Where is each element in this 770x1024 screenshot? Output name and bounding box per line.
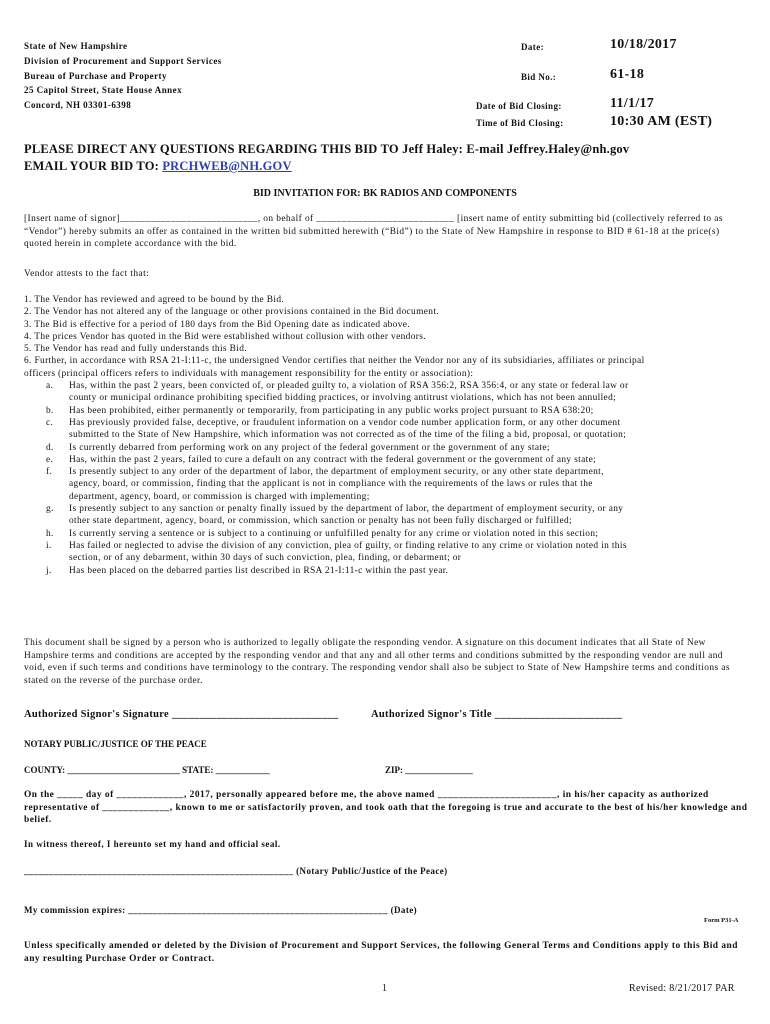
email-bid-prefix: EMAIL YOUR BID TO: (24, 159, 163, 173)
closing-time-value: 10:30 AM (EST) (610, 114, 713, 129)
general-terms-note: Unless specifically amended or deleted by the Division of Procurement and Support Services, the following General Terms and Conditions apply to this Bid and any resulting Purchase Order or Contract. (24, 941, 738, 964)
subitem-d: d. Is currently debarred from performing work on any project of the federal government or the government of any state; (46, 442, 550, 453)
attestation-6-line-2: officers (principal officers refers to individuals with management responsibility for the entity or association): (24, 368, 474, 379)
email-bid-line (24, 159, 292, 174)
page-number: 1 (382, 983, 388, 994)
questions-contact: PLEASE DIRECT ANY QUESTIONS REGARDING THIS BID TO Jeff Haley: E-mail Jeffrey.Haley@nh.gov (24, 142, 630, 156)
form-number: Form P31-A (704, 917, 739, 924)
date-label: Date: (521, 42, 544, 52)
subitem-i: i. Has failed or neglected to advise the division of any conviction, plea of guilty, or finding relative to any crime or violation noted in this section, or of any debarment, within 30 days of such conviction, plea, finding, or debarment; or (46, 540, 627, 564)
agency-line-2: Division of Procurement and Support Services (24, 56, 222, 66)
attestation-1: 1. The Vendor has reviewed and agreed to be bound by the Bid. (24, 295, 285, 305)
attests-intro: Vendor attests to the fact that: (24, 269, 150, 279)
date-value: 10/18/2017 (610, 37, 677, 52)
bid-no-label: Bid No.: (521, 72, 557, 82)
bid-title: BID INVITATION FOR: BK RADIOS AND COMPONENTS (253, 188, 517, 199)
notary-heading: NOTARY PUBLIC/JUSTICE OF THE PEACE (24, 739, 207, 749)
signor-signature-line[interactable]: Authorized Signor's Signature ______________________________ (24, 709, 339, 720)
appearance-statement: On the _____ day of _____________, 2017, personally appeared before me, the above named _______________________, in his/her capacity as authorized representative of _____________, known to me or satisfactorily proven, and took oath that the foregoing is true and accurate to the best of his/her knowledge and belief. (24, 790, 748, 825)
attestation-3: 3. The Bid is effective for a period of 180 days from the Bid Opening date as indicated above. (24, 319, 410, 330)
subitem-j: j. Has been placed on the debarred parties list described in RSA 21-I:11-c within the past year. (46, 565, 449, 576)
agency-line-5: Concord, NH 03301-6398 (24, 100, 132, 110)
email-bid-link[interactable]: PRCHWEB@NH.GOV (162, 159, 292, 173)
intro-paragraph: [Insert name of signor]___________________________, on behalf of ___________________________ [insert name of entity submitting bid (collectively referred to as “Vendor”) hereby submits an offer as contained in the written bid submitted herewith (“Bid”) to the State of New Hampshire in response to BID # 61-18 at the price(s) quoted herein in complete accordance with the bid. (24, 214, 723, 249)
subitem-g: g. Is presently subject to any sanction or penalty finally issued by the department of labor, the department of employment security, or any other state department, agency, board, or commission, which sanction or penalty has not been fully discharged or fulfilled; (46, 504, 624, 527)
zip-line[interactable]: ZIP: _______________ (385, 765, 473, 775)
commission-expires-line[interactable]: My commission expires: _____________________________________________________ (Date) (24, 905, 418, 915)
closing-date-value: 11/1/17 (610, 96, 655, 111)
signor-title-line[interactable]: Authorized Signor's Title _______________________ (371, 709, 623, 720)
witness-statement: In witness thereof, I hereunto set my hand and official seal. (24, 839, 281, 849)
attestation-2: 2. The Vendor has not altered any of the language or other provisions contained in the Bid document. (24, 307, 439, 318)
agency-line-4: 25 Capitol Street, State House Annex (24, 85, 183, 95)
subitem-h: h. Is currently serving a sentence or is subject to a continuing or unfulfilled penalty for any crime or violation noted in this section; (46, 528, 599, 539)
attestation-5: 5. The Vendor has read and fully understands this Bid. (24, 344, 247, 355)
county-state-line[interactable]: COUNTY: _________________________ STATE: ____________ (24, 765, 270, 775)
revised-date: Revised: 8/21/2017 PAR (629, 983, 735, 994)
notary-signature-line[interactable]: _______________________________________________________ (Notary Public/Justice of the Peace) (24, 866, 448, 876)
attestation-6-line-1: 6. Further, in accordance with RSA 21-I:11-c, the undersigned Vendor certifies that neither the Vendor nor any of its subsidiaries, affiliates or principal (24, 356, 645, 367)
subitem-c: c. Has previously provided false, deceptive, or fraudulent information on a vendor code number application form, or any other document submitted to the State of New Hampshire, which information was not corrected as of the time of the filing a bid, proposal, or quotation; (46, 417, 627, 441)
closing-date-label: Date of Bid Closing: (476, 101, 562, 111)
bid-no-value: 61-18 (610, 67, 645, 82)
subitem-a: a. Has, within the past 2 years, been convicted of, or pleaded guilty to, a violation of RSA 356:2, RSA 356:4, or any state or federal law or county or municipal ordinance prohibiting specified bidding practices, or involving antitrust violations, which has not been annulled; (46, 381, 629, 404)
subitem-e: e. Has, within the past 2 years, failed to cure a default on any contract with the federal government or the government of any state; (46, 454, 597, 465)
attestation-list (24, 294, 744, 577)
agency-line-1: State of New Hampshire (24, 41, 128, 51)
attestation-4: 4. The prices Vendor has quoted in the Bid were established without collusion with other vendors. (24, 331, 426, 342)
subitem-b: b. Has been prohibited, either permanently or temporarily, from participating in any public works project pursuant to RSA 638:20; (46, 405, 594, 416)
closing-time-label: Time of Bid Closing: (476, 118, 564, 128)
signature-statement: This document shall be signed by a person who is authorized to legally obligate the responding vendor. A signature on this document indicates that all State of New Hampshire terms and conditions are accepted by the responding vendor and that any and all other terms and conditions submitted by the responding vendor are null and void, even if such terms and conditions have terminology to the contrary. The responding vendor shall also be subject to State of New Hampshire terms and conditions as stated on the reverse of the purchase order. (24, 638, 730, 686)
agency-line-3: Bureau of Purchase and Property (24, 71, 167, 81)
subitem-f: f. Is presently subject to any order of the department of labor, the department of employment security, or any other state department, agency, board, or commission, finding that the applicant is not in compliance with the requirements of the laws or rules that the department, agency, board, or commission is charged with implementing; (46, 467, 604, 502)
